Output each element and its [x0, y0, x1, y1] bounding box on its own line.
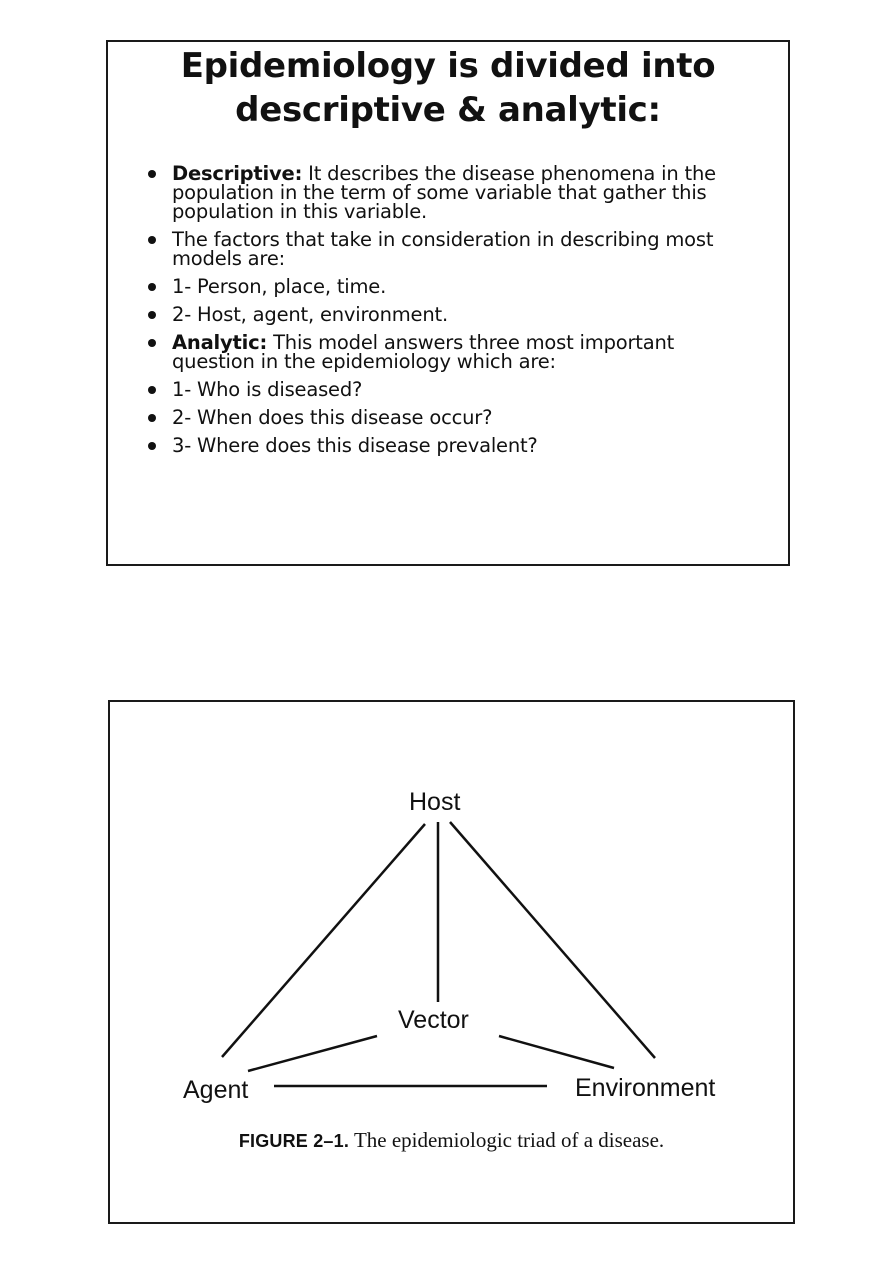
bullet-item — [148, 333, 758, 371]
slide-descriptive-analytic — [106, 40, 790, 566]
figure-caption-text: The epidemiologic triad of a disease. — [353, 1128, 665, 1152]
bullet-icon — [148, 386, 156, 394]
bullet-term: Descriptive: — [172, 162, 303, 185]
bullet-list — [148, 164, 758, 464]
bullet-icon — [148, 339, 156, 347]
slide-title — [108, 42, 788, 132]
node-vector: Vector — [398, 1006, 469, 1034]
title-line-1: Epidemiology is divided into — [180, 46, 716, 86]
bullet-icon — [148, 170, 156, 178]
node-environment: Environment — [575, 1074, 716, 1102]
bullet-item — [148, 305, 758, 324]
edge-vector-environment — [499, 1036, 614, 1068]
node-agent: Agent — [183, 1076, 249, 1104]
node-host: Host — [409, 788, 461, 816]
bullet-icon — [148, 442, 156, 450]
bullet-term: Analytic: — [172, 331, 268, 354]
edge-vector-agent — [248, 1036, 377, 1071]
bullet-text: 2- Host, agent, environment. — [172, 303, 448, 326]
figure-number: FIGURE 2–1. — [238, 1131, 350, 1151]
bullet-icon — [148, 311, 156, 319]
bullet-item — [148, 164, 758, 221]
bullet-text: 3- Where does this disease prevalent? — [172, 434, 538, 457]
figure-caption — [110, 1128, 793, 1153]
title-line-2: descriptive & analytic: — [235, 90, 661, 130]
bullet-item — [148, 408, 758, 427]
bullet-text: The factors that take in consideration in describing most models are: — [172, 228, 714, 270]
bullet-icon — [148, 414, 156, 422]
bullet-item — [148, 436, 758, 455]
bullet-text: 1- Who is diseased? — [172, 378, 363, 401]
bullet-text: It describes the disease phenomena in the population in the term of some variable that gather this population in this variable. — [172, 162, 716, 223]
bullet-text: 1- Person, place, time. — [172, 275, 387, 298]
bullet-icon — [148, 283, 156, 291]
bullet-item — [148, 277, 758, 296]
bullet-text: This model answers three most important question in the epidemiology which are: — [172, 331, 675, 373]
bullet-item — [148, 230, 758, 268]
edge-host-environment — [450, 822, 655, 1058]
bullet-icon — [148, 236, 156, 244]
bullet-item — [148, 380, 758, 399]
slide-epidemiologic-triad — [108, 700, 795, 1224]
bullet-text: 2- When does this disease occur? — [172, 406, 493, 429]
edge-host-agent — [222, 824, 425, 1057]
